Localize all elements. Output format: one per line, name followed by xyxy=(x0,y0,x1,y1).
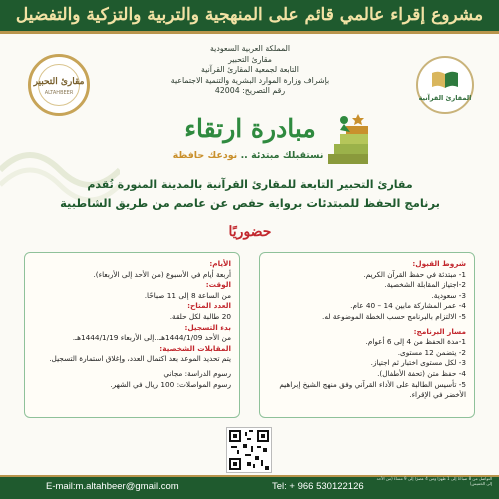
quran-readers-logo-text: المقارئ القرآنية xyxy=(418,94,472,102)
seats-value: 20 طالبة لكل حلقة. xyxy=(169,311,231,321)
phone-contact[interactable]: Tel: + 966 530122126 xyxy=(272,481,364,492)
condition-item: 3- سعودية. xyxy=(431,290,466,300)
organization-info xyxy=(140,44,360,97)
slogan-part-a: نستقبلك مبتدئة .. xyxy=(240,150,324,161)
condition-item: 2-اجتياز المقابلة الشخصية. xyxy=(384,280,466,290)
org-line: المملكة العربية السعودية xyxy=(210,44,290,53)
study-fees: رسوم الدراسة: مجاني xyxy=(163,368,231,378)
altahbeer-logo-subtext: ALTAHBEER xyxy=(44,90,74,96)
path-item: 3- لكل مستوى اختبار ثم اجتياز. xyxy=(370,358,466,368)
email-contact[interactable]: E-mail:m.altahbeer@gmail.com xyxy=(46,481,179,492)
qr-code[interactable] xyxy=(226,427,272,473)
interview-heading: المقابلات الشخصية: xyxy=(159,343,231,353)
org-line: رقم التصريح: 42004 xyxy=(214,86,286,95)
open-book-icon xyxy=(430,70,460,90)
headline-line-1: مقارئ التحبير التابعة للمقارئ القرآنية بالمدينة المنورة تُقدم xyxy=(87,178,413,191)
banner-stripe xyxy=(0,31,499,34)
condition-item: 4- عمر المشاركة مابين 14 – 40 عام. xyxy=(350,301,466,311)
qr-code-pattern xyxy=(229,430,269,470)
path-item: 5- تأسيس الطالبة على الأداء القرآني وفق منهج الشيخ إبراهيم الأخضر في الإقراء. xyxy=(279,379,466,400)
registration-heading: بدء التسجيل: xyxy=(184,322,231,332)
org-line: التابعة لجمعية المقارئ القرآنية xyxy=(201,65,299,74)
quran-readers-logo xyxy=(416,56,474,114)
requirements-box xyxy=(259,252,475,418)
program-path-heading: مسار البرنامج: xyxy=(413,326,466,336)
conditions-heading: شروط القبول: xyxy=(412,259,466,268)
contact-hours-note: التواصل من 8 صباحًا إلى 1 ظهرًا ومن 4 عصرًا إلى 9 مساءً (من الأحد إلى الخميس) xyxy=(376,476,492,486)
initiative-logo xyxy=(150,108,370,172)
path-item: 4- حفظ متن (تحفة الأطفال). xyxy=(377,368,466,378)
altahbeer-logo-text: مقارئ التحبير xyxy=(33,77,85,87)
time-value: من الساعة 8 إلى 11 صباحًا. xyxy=(144,290,231,300)
days-heading: الأيام: xyxy=(209,259,231,268)
altahbeer-logo xyxy=(28,54,90,116)
banner-title: مشروع إقراء عالمي قائم على المنهجية والتربية والتزكية والتفضيل xyxy=(15,5,484,25)
org-line: مقارئ التحبير xyxy=(228,54,272,64)
transport-fees: رسوم المواصلات: 100 ريال في الشهر. xyxy=(110,379,231,389)
stairs-figure-icon xyxy=(326,114,370,168)
time-heading: الوقت: xyxy=(205,280,231,290)
schedule-box xyxy=(24,252,240,418)
headline-line-2: برنامج الحفظ للمبتدئات برواية حفص عن عاصم من طريق الشاطبية xyxy=(60,196,440,210)
days-value: أربعة أيام في الأسبوع (من الأحد إلى الأربعاء). xyxy=(93,269,231,279)
path-item: 1-مدة الحفظ من 4 إلى 6 أعوام. xyxy=(365,337,466,347)
path-item: 2- يتضمن 12 مستوى. xyxy=(397,347,466,357)
attendance-mode: حضوريًا xyxy=(228,224,272,240)
registration-value: من الأحد 1444/1/09هـ..إلى الأربعاء 1444/1/19هـ. xyxy=(72,333,231,343)
condition-item: 1- مبتدئة في حفظ القرآن الكريم. xyxy=(363,269,466,279)
initiative-slogan xyxy=(168,150,328,161)
interview-value: يتم تحديد الموعد بعد اكتمال العدد، وإغلاق استمارة التسجيل. xyxy=(49,354,231,364)
condition-item: 5- الالتزام بالبرنامج حسب الخطة الموضوعة له. xyxy=(322,311,466,321)
slogan-part-b: نودعك حافظة xyxy=(172,150,238,161)
org-line: بإشراف وزارة الموارد البشرية والتنمية الاجتماعية xyxy=(170,75,330,85)
seats-heading: العدد المتاح: xyxy=(187,301,231,311)
initiative-title: مبادرة ارتقاء xyxy=(184,114,316,143)
